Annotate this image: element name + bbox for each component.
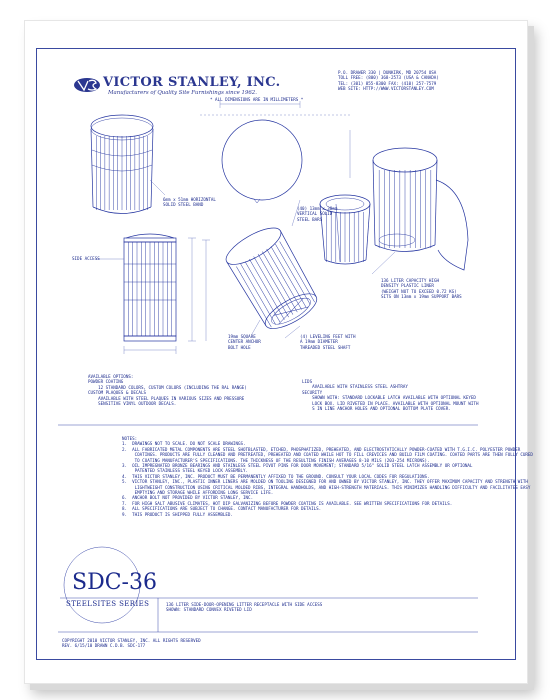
note-line: COATINGS. PRODUCTS ARE FULLY CLEANED AND PRETREATED, PREHEATED AND COATED WHILE HOT TO FILL CREVICES AND BUILD FILM COATING. COATED PARTS ARE THEN FULLY CURED xyxy=(122,452,533,458)
note-line: 2. ALL FABRICATED METAL COMPONENTS ARE STEEL SHOTBLASTED, ETCHED, PHOSPHATIZED, PREHEATED, AND ELECTROSTATICALLY POWDER-COATED WITH T.G.I.C. POLYESTER POWDER xyxy=(122,446,521,452)
vertical-bar-line xyxy=(271,247,306,308)
vertical-bar-line xyxy=(258,254,293,315)
vertical-bar-line xyxy=(236,267,271,328)
note-line: 3. OIL IMPREGNATED BRONZE BEARINGS AND STAINLESS STEEL PIVOT PINS FOR DOOR MOVEMENT; STANDARD 5/16" SOLID STEEL LATCH ASSEMBLY OR OPTIONAL xyxy=(122,463,473,469)
units-note: * ALL DIMENSIONS ARE IN MILLIMETERS * xyxy=(210,97,304,102)
note-line: LIGHTWEIGHT CONSTRUCTION USING CRITICAL MOLDED RIBS, INTEGRAL HANDHOLDS, AND HIGH-STRENGTH MATERIALS. THIS MINIMIZES HANDLING DIFFICULTY AND FACILITATES EASY xyxy=(122,484,531,490)
contact-address: P.O. DRAWER 330 | DUNKIRK, MD 20754 USA xyxy=(338,70,437,75)
contact-block xyxy=(338,70,439,92)
copyright: COPYRIGHT 2010 VICTOR STANLEY, INC. ALL RIGHTS RESERVED xyxy=(62,638,201,643)
note-line: 6. ANCHOR BOLT NOT PROVIDED BY VICTOR STANLEY, INC. xyxy=(122,495,254,501)
notes-list xyxy=(122,441,533,517)
title-description: 136 LITER SIDE-DOOR-OPENING LITTER RECEPTACLE WITH SIDE ACCESS xyxy=(166,602,323,607)
callout-bars: (40) 13mm x 38mm VERTICAL SOLID STEEL BARS xyxy=(297,206,338,222)
company-name: VICTOR STANLEY, INC. xyxy=(103,75,281,90)
lid-plan-view xyxy=(222,120,302,203)
note-line: PATENTED STAINLESS STEEL KEYED LOCK ASSEMBLY. xyxy=(122,468,249,474)
vertical-bar-line xyxy=(280,242,315,303)
contact-toll-free: TOLL FREE: (800) 368-2573 (USA & CANADA) xyxy=(338,75,439,81)
callout-anchor: 19mm SQUARE CENTER ANCHOR BOLT HOLE xyxy=(228,334,261,350)
vertical-bar-line xyxy=(241,264,276,325)
note-line: 1. DRAWINGS NOT TO SCALE. DO NOT SCALE DRAWINGS. xyxy=(122,441,246,447)
note-line: 4. THIS VICTOR STANLEY, INC. PRODUCT MUST BE PERMANENTLY AFFIXED TO THE GROUND. CONSULT YOUR LOCAL CODES FOR REGULATIONS. xyxy=(122,473,430,479)
options-right: LIDS AVAILABLE WITH STAINLESS STEEL ASHTRAY SECURITY SHOWN WITH: STANDARD LOCKABLE LATCH AVAILABLE WITH OPTIONAL KEYED LOCK BOX. LID RIVETED IN PLACE. AVAILABLE WITH OPTIONAL MOUNT WITH S IN LINE ANCHOR HOLES AND OPTIONAL BOTTOM PLATE COVER. xyxy=(302,379,479,412)
model-number: SDC-36 xyxy=(72,570,157,595)
vertical-bar-line xyxy=(249,259,284,320)
options-title: AVAILABLE OPTIONS: xyxy=(88,374,134,379)
receptacle-iso-closed xyxy=(91,115,153,214)
note-line: EMPTYING AND STORAGE WHILE AFFORDING LONG SERVICE LIFE. xyxy=(122,490,274,496)
callout-liner: 136 LITER CAPACITY HIGH DENSITY PLASTIC LINER (WEIGHT NOT TO EXCEED 0.72 KG) SITS ON 13mm x 19mm SUPPORT BARS xyxy=(381,278,462,300)
notes-title: NOTES: xyxy=(122,436,138,441)
notes-block xyxy=(122,436,533,517)
logo-emblem xyxy=(74,78,100,92)
note-line: 8. ALL SPECIFICATIONS ARE SUBJECT TO CHANGE. CONTACT MANUFACTURER FOR DETAILS. xyxy=(122,506,322,512)
vertical-bar-line xyxy=(254,257,289,318)
revision: REV. 6/15/10 DRAWN C.D.B. SDC-177 xyxy=(62,643,146,649)
contact-website: WEB SITE: HTTP://WWW.VICTORSTANLEY.COM xyxy=(338,86,434,92)
callout-side-access: SIDE ACCESS xyxy=(72,256,100,261)
note-line: TO COATING MANUFACTURER'S SPECIFICATIONS. THE THICKNESS OF THE RESULTING FINISH AVERAGES 8-10 MILS (203-254 MICRONS). xyxy=(122,457,430,463)
callout-leveling-feet: (4) LEVELING FEET WITH A 19mm DIAMETER THREADED STEEL SHAFT xyxy=(300,334,356,350)
vertical-bar-line xyxy=(262,252,297,313)
company-tagline: Manufacturers of Quality Site Furnishings since 1962. xyxy=(108,90,257,96)
receptacle-open-door-view xyxy=(373,148,468,270)
series-name: STEELSITES SERIES xyxy=(66,600,150,608)
footer-block xyxy=(62,638,201,649)
title-shown: SHOWN: STANDARD CONVEX RIVETED LID xyxy=(166,607,252,613)
vertical-bar-line xyxy=(267,249,302,310)
vertical-bar-line xyxy=(245,262,280,323)
options-left: AVAILABLE OPTIONS: POWDER COATING 12 STANDARD COLORS, CUSTOM COLORS (INCLUDING THE RAL RANGE) CUSTOM PLAQUES & DECALS AVAILABLE WITH STEEL PLAQUES IN VARIOUS SIZES AND PRESSURE SENSITIVE VINYL OUTDOOR DECALS. xyxy=(88,374,247,407)
contact-phone-fax: TEL: (301) 855-8300 FAX: (410) 257-7579 xyxy=(338,80,437,86)
receptacle-front-elevation xyxy=(112,234,210,354)
note-line: 9. THIS PRODUCT IS SHIPPED FULLY ASSEMBLED. xyxy=(122,511,233,517)
title-description-block xyxy=(166,602,322,613)
note-line: 5. VICTOR STANLEY, INC., PLASTIC INNER LINERS ARE MOLDED ON TOOLING DESIGNED FOR AND OWNED BY VICTOR STANLEY, INC. THEY OFFER MAXIMUM CAPACITY AND STRENGTH WITH xyxy=(122,479,528,485)
callout-band: 6mm x 51mm HORIZONTAL SOLID STEEL BAND xyxy=(163,197,216,208)
note-line: 7. FOR HIGH SALT ABUSIVE CLIMATES, HOT DIP GALVANIZING BEFORE POWDER COATING IS AVAILABLE. SEE WRITTEN SPECIFICATIONS FOR DETAILS. xyxy=(122,500,453,506)
receptacle-tilted-view xyxy=(221,221,323,336)
